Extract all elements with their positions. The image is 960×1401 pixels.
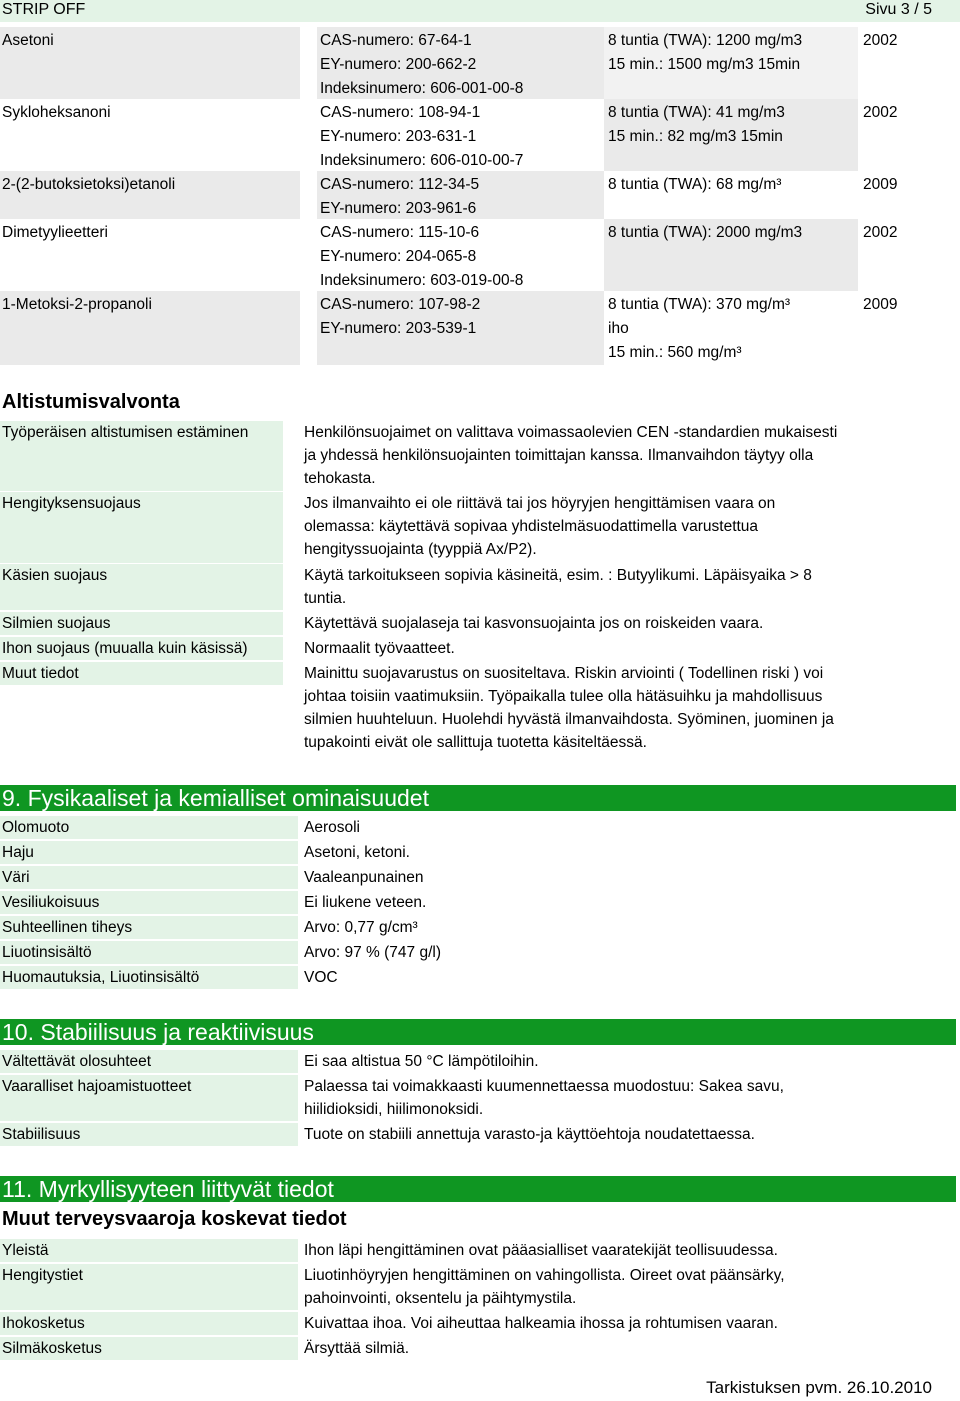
component-ids: CAS-numero: 67-64-1 EY-numero: 200-662-2 Indeksinumero: 606-001-00-8 xyxy=(320,32,524,97)
stability-value: Palaessa tai voimakkaasti kuumennettaessa muodostuu: Sakea savu, hiilidioksidi, hiilimonoksidi. xyxy=(304,1078,784,1118)
component-limits: 8 tuntia (TWA): 370 mg/m³ iho 15 min.: 560 mg/m³ xyxy=(608,296,791,361)
component-year: 2002 xyxy=(863,32,898,49)
component-year: 2009 xyxy=(863,296,898,313)
component-year: 2002 xyxy=(863,104,898,121)
exposure-value: Käytä tarkoitukseen sopivia käsineitä, esim. : Butyylikumi. Läpäisyaika > 8 tuntia. xyxy=(304,567,812,607)
exposure-key: Työperäisen altistumisen estäminen xyxy=(0,421,283,491)
component-year: 2002 xyxy=(863,224,898,241)
exposure-key: Muut tiedot xyxy=(0,662,283,685)
exposure-title: Altistumisvalvonta xyxy=(2,391,180,413)
component-row xyxy=(0,99,960,171)
section-9-title: 9. Fysikaaliset ja kemialliset ominaisuudet xyxy=(0,785,956,811)
component-limits: 8 tuntia (TWA): 41 mg/m3 15 min.: 82 mg/m3 15min xyxy=(608,104,785,145)
exposure-value: Mainittu suojavarustus on suositeltava. Riskin arviointi ( Todellinen riski ) voi johtaa toisiin vaatimuksiin. Työpaikalla tulee olla hätäsuihku ja mahdollisuus silmien huuhteluun. Huolehdi hyvästä ilmanvaihdosta. Syöminen, juominen ja tupakointi eivät ole sallittuja tuotetta käsiteltäessä. xyxy=(304,665,834,751)
property-value: Asetoni, ketoni. xyxy=(304,844,410,861)
exposure-value: Henkilönsuojaimet on valittava voimassaolevien CEN -standardien mukaisesti ja yhdessä henkilönsuojainten toimittajan kanssa. Ilmanvaihdon täytyy olla tehokasta. xyxy=(304,424,838,487)
property-value: VOC xyxy=(304,969,338,986)
stability-value: Tuote on stabiili annettuja varasto-ja käyttöehtoja noudatettaessa. xyxy=(304,1126,755,1143)
exposure-value: Jos ilmanvaihto ei ole riittävä tai jos höyryjen hengittämisen vaara on olemassa: käytettävä sopivaa yhdistelmäsuodattimella varustettua hengityssuojainta (tyyppiä Ax/P2). xyxy=(304,495,776,558)
product-name: STRIP OFF xyxy=(2,1,86,18)
property-value: Vaaleanpunainen xyxy=(304,869,424,886)
property-key: Liuotinsisältö xyxy=(0,941,298,964)
component-name: Asetoni xyxy=(2,32,54,49)
component-year: 2009 xyxy=(863,176,898,193)
toxicity-key: Silmäkosketus xyxy=(0,1337,298,1360)
exposure-key: Käsien suojaus xyxy=(0,564,283,610)
toxicity-value: Ärsyttää silmiä. xyxy=(304,1340,410,1357)
toxicity-key: Hengitystiet xyxy=(0,1264,298,1310)
toxicity-value: Ihon läpi hengittäminen ovat pääasialliset vaaratekijät teollisuudessa. xyxy=(304,1242,778,1259)
property-key: Vesiliukoisuus xyxy=(0,891,298,914)
property-value: Arvo: 0,77 g/cm³ xyxy=(304,919,418,936)
property-key: Haju xyxy=(0,841,298,864)
toxicity-key: Ihokosketus xyxy=(0,1312,298,1335)
property-key: Väri xyxy=(0,866,298,889)
component-row xyxy=(0,219,960,291)
component-limits: 8 tuntia (TWA): 1200 mg/m3 15 min.: 1500 mg/m3 15min xyxy=(608,32,803,73)
component-name: Dimetyylieetteri xyxy=(2,224,108,241)
exposure-value: Normaalit työvaatteet. xyxy=(304,640,455,657)
component-row xyxy=(0,291,960,365)
component-ids: CAS-numero: 112-34-5 EY-numero: 203-961-6 xyxy=(320,176,480,217)
stability-key: Vaaralliset hajoamistuotteet xyxy=(0,1075,298,1121)
component-name: 2-(2-butoksietoksi)etanoli xyxy=(2,176,176,193)
component-ids: CAS-numero: 107-98-2 EY-numero: 203-539-1 xyxy=(320,296,481,337)
component-row xyxy=(0,27,960,99)
component-name: 1-Metoksi-2-propanoli xyxy=(2,296,152,313)
toxicity-value: Kuivattaa ihoa. Voi aiheuttaa halkeamia ihossa ja rohtumisen vaaran. xyxy=(304,1315,778,1332)
stability-value: Ei saa altistua 50 °C lämpötiloihin. xyxy=(304,1053,539,1070)
page-number: Sivu 3 / 5 xyxy=(865,1,932,18)
exposure-key: Ihon suojaus (muualla kuin käsissä) xyxy=(0,637,283,660)
property-key: Huomautuksia, Liuotinsisältö xyxy=(0,966,298,989)
exposure-key: Hengityksensuojaus xyxy=(0,492,283,563)
section-11-title: 11. Myrkyllisyyteen liittyvät tiedot xyxy=(0,1176,956,1202)
page-header-bar xyxy=(0,0,960,22)
stability-key: Vältettävät olosuhteet xyxy=(0,1050,298,1073)
component-name: Sykloheksanoni xyxy=(2,104,111,121)
exposure-value: Käytettävä suojalaseja tai kasvonsuojainta jos on roiskeiden vaara. xyxy=(304,615,764,632)
component-limits: 8 tuntia (TWA): 2000 mg/m3 xyxy=(608,224,803,241)
section-10-title: 10. Stabiilisuus ja reaktiivisuus xyxy=(0,1019,956,1045)
section-11-subtitle: Muut terveysvaaroja koskevat tiedot xyxy=(2,1208,347,1230)
component-row xyxy=(0,171,960,219)
toxicity-value: Liuotinhöyryjen hengittäminen on vahingollista. Oireet ovat päänsärky, pahoinvointi, oksentelu ja päihtymystila. xyxy=(304,1267,785,1307)
property-key: Suhteellinen tiheys xyxy=(0,916,298,939)
property-value: Aerosoli xyxy=(304,819,360,836)
stability-key: Stabiilisuus xyxy=(0,1123,298,1146)
component-limits: 8 tuntia (TWA): 68 mg/m³ xyxy=(608,176,782,193)
toxicity-key: Yleistä xyxy=(0,1239,298,1262)
component-ids: CAS-numero: 108-94-1 EY-numero: 203-631-1 Indeksinumero: 606-010-00-7 xyxy=(320,104,524,169)
exposure-key: Silmien suojaus xyxy=(0,612,283,635)
property-value: Ei liukene veteen. xyxy=(304,894,427,911)
revision-date: Tarkistuksen pvm. 26.10.2010 xyxy=(706,1378,932,1397)
property-value: Arvo: 97 % (747 g/l) xyxy=(304,944,441,961)
component-ids: CAS-numero: 115-10-6 EY-numero: 204-065-8 Indeksinumero: 603-019-00-8 xyxy=(320,224,524,289)
property-key: Olomuoto xyxy=(0,816,298,839)
